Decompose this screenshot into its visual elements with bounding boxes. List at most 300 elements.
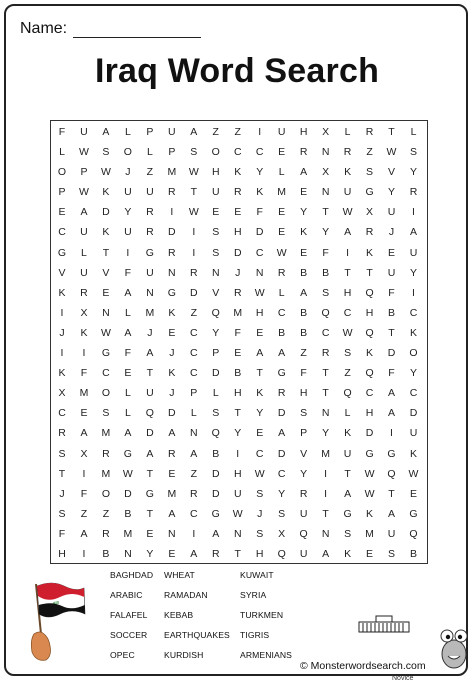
grid-letter[interactable]: E (212, 206, 220, 219)
grid-letter[interactable]: U (387, 266, 396, 279)
grid-letter[interactable]: T (322, 507, 329, 520)
grid-letter[interactable]: N (190, 427, 198, 440)
grid-letter[interactable]: K (256, 186, 264, 199)
grid-letter[interactable]: Y (256, 166, 264, 179)
grid-letter[interactable]: T (388, 487, 395, 500)
grid-letter[interactable]: I (412, 206, 415, 219)
grid-letter[interactable]: E (102, 286, 110, 299)
grid-letter[interactable]: C (102, 367, 110, 380)
grid-letter[interactable]: Q (211, 427, 220, 440)
grid-letter[interactable]: U (211, 186, 220, 199)
grid-letter[interactable]: O (101, 487, 110, 500)
grid-letter[interactable]: M (321, 447, 330, 460)
grid-letter[interactable]: U (80, 226, 88, 239)
grid-letter[interactable]: X (322, 166, 330, 179)
grid-letter[interactable]: N (124, 547, 132, 560)
grid-letter[interactable]: N (211, 266, 220, 279)
grid-letter[interactable]: K (102, 226, 110, 239)
grid-letter[interactable]: C (58, 407, 66, 420)
grid-letter[interactable]: S (212, 407, 220, 420)
grid-letter[interactable]: M (123, 527, 133, 540)
grid-letter[interactable]: K (58, 286, 66, 299)
grid-letter[interactable]: F (234, 326, 241, 339)
grid-letter[interactable]: R (321, 347, 330, 360)
grid-letter[interactable]: R (80, 286, 88, 299)
grid-letter[interactable]: C (409, 306, 418, 319)
grid-letter[interactable]: I (170, 206, 174, 219)
grid-letter[interactable]: K (58, 367, 66, 380)
grid-letter[interactable]: C (255, 246, 264, 259)
grid-letter[interactable]: W (386, 146, 397, 159)
grid-letter[interactable]: M (79, 387, 89, 400)
grid-letter[interactable]: Y (409, 166, 417, 179)
grid-letter[interactable]: R (58, 427, 66, 440)
grid-letter[interactable]: N (168, 266, 176, 279)
grid-letter[interactable]: Q (409, 527, 418, 540)
grid-letter[interactable]: U (343, 447, 352, 460)
grid-letter[interactable]: K (300, 226, 308, 239)
grid-letter[interactable]: U (299, 547, 308, 560)
grid-letter[interactable]: W (364, 487, 375, 500)
grid-letter[interactable]: I (346, 246, 350, 259)
grid-letter[interactable]: X (278, 527, 286, 540)
grid-letter[interactable]: T (344, 467, 351, 480)
grid-letter[interactable]: I (236, 447, 240, 460)
grid-letter[interactable]: X (366, 206, 374, 219)
grid-letter[interactable]: K (344, 547, 352, 560)
grid-letter[interactable]: K (409, 447, 417, 460)
grid-letter[interactable]: J (257, 507, 263, 520)
grid-letter[interactable]: R (343, 146, 352, 159)
grid-letter[interactable]: U (343, 186, 352, 199)
grid-letter[interactable]: O (211, 146, 220, 159)
grid-letter[interactable]: G (409, 507, 418, 520)
grid-letter[interactable]: I (192, 246, 196, 259)
grid-letter[interactable]: T (146, 467, 154, 480)
grid-letter[interactable]: Q (387, 467, 396, 480)
grid-letter[interactable]: G (365, 186, 374, 199)
grid-letter[interactable]: D (168, 407, 176, 420)
grid-letter[interactable]: N (255, 266, 264, 279)
grid-letter[interactable]: J (388, 226, 395, 239)
grid-letter[interactable]: L (344, 407, 351, 420)
grid-letter[interactable]: Y (409, 266, 417, 279)
grid-letter[interactable]: Q (321, 306, 330, 319)
grid-letter[interactable]: R (277, 387, 286, 400)
grid-letter[interactable]: K (409, 326, 417, 339)
grid-letter[interactable]: K (366, 347, 374, 360)
grid-letter[interactable]: Y (300, 206, 308, 219)
grid-letter[interactable]: B (300, 326, 308, 339)
grid-letter[interactable]: U (233, 487, 242, 500)
grid-letter[interactable]: D (102, 206, 110, 219)
grid-letter[interactable]: Y (212, 326, 220, 339)
grid-letter[interactable]: Y (256, 407, 264, 420)
grid-letter[interactable]: F (124, 266, 132, 279)
grid-letter[interactable]: I (258, 126, 262, 138)
grid-letter[interactable]: N (321, 186, 330, 199)
grid-letter[interactable]: W (364, 467, 375, 480)
grid-letter[interactable]: S (278, 507, 286, 520)
grid-letter[interactable]: T (322, 367, 329, 380)
grid-letter[interactable]: A (190, 447, 198, 460)
grid-letter[interactable]: V (58, 266, 66, 279)
grid-letter[interactable]: H (255, 547, 264, 560)
grid-letter[interactable]: U (124, 226, 132, 239)
grid-letter[interactable]: W (188, 166, 199, 179)
grid-letter[interactable]: O (123, 146, 132, 159)
grid-letter[interactable]: E (58, 206, 66, 219)
grid-letter[interactable]: S (212, 246, 220, 259)
grid-letter[interactable]: Q (365, 326, 374, 339)
grid-letter[interactable]: Z (344, 367, 351, 380)
grid-letter[interactable]: J (235, 266, 241, 279)
grid-letter[interactable]: A (102, 126, 110, 138)
grid-letter[interactable]: S (102, 146, 110, 159)
grid-letter[interactable]: U (409, 246, 418, 259)
grid-letter[interactable]: H (365, 407, 374, 420)
grid-letter[interactable]: W (408, 467, 419, 480)
grid-letter[interactable]: A (190, 126, 198, 138)
grid-letter[interactable]: S (256, 527, 264, 540)
grid-letter[interactable]: A (124, 326, 132, 339)
grid-letter[interactable]: F (58, 126, 66, 138)
grid-letter[interactable]: W (100, 166, 111, 179)
grid-letter[interactable]: R (233, 286, 242, 299)
grid-letter[interactable]: A (278, 427, 286, 440)
grid-letter[interactable]: T (102, 246, 110, 259)
grid-letter[interactable]: R (277, 266, 286, 279)
grid-letter[interactable]: Z (102, 507, 110, 520)
grid-letter[interactable]: W (78, 146, 89, 159)
grid-letter[interactable]: M (365, 527, 374, 540)
grid-letter[interactable]: Z (300, 347, 307, 360)
grid-letter[interactable]: U (277, 126, 286, 138)
grid-letter[interactable]: D (387, 347, 396, 360)
grid-letter[interactable]: Y (124, 206, 132, 219)
grid-letter[interactable]: L (278, 286, 285, 299)
grid-letter[interactable]: A (80, 527, 88, 540)
grid-letter[interactable]: H (299, 126, 308, 138)
grid-letter[interactable]: Y (322, 427, 330, 440)
grid-letter[interactable]: Z (190, 467, 197, 480)
grid-letter[interactable]: R (190, 266, 198, 279)
grid-letter[interactable]: A (190, 547, 198, 560)
grid-letter[interactable]: C (58, 226, 66, 239)
grid-letter[interactable]: H (233, 387, 242, 400)
grid-letter[interactable]: C (409, 387, 418, 400)
grid-letter[interactable]: A (146, 447, 154, 460)
grid-letter[interactable]: M (101, 427, 111, 440)
grid-letter[interactable]: U (299, 507, 308, 520)
grid-letter[interactable]: A (388, 407, 396, 420)
grid-letter[interactable]: H (299, 387, 308, 400)
grid-letter[interactable]: E (168, 547, 176, 560)
grid-letter[interactable]: L (410, 126, 417, 138)
grid-letter[interactable]: I (82, 547, 86, 560)
grid-letter[interactable]: A (300, 166, 308, 179)
grid-letter[interactable]: V (388, 166, 396, 179)
grid-letter[interactable]: E (146, 527, 154, 540)
grid-letter[interactable]: D (146, 427, 154, 440)
grid-letter[interactable]: G (277, 367, 286, 380)
grid-letter[interactable]: M (101, 467, 111, 480)
grid-letter[interactable]: I (192, 527, 196, 540)
grid-letter[interactable]: A (124, 286, 132, 299)
grid-letter[interactable]: C (190, 326, 198, 339)
grid-letter[interactable]: G (343, 507, 352, 520)
grid-letter[interactable]: I (82, 467, 86, 480)
grid-letter[interactable]: A (146, 347, 154, 360)
grid-letter[interactable]: I (82, 347, 86, 360)
grid-letter[interactable]: L (124, 126, 131, 138)
grid-letter[interactable]: E (278, 206, 286, 219)
grid-letter[interactable]: W (78, 186, 89, 199)
grid-letter[interactable]: Z (80, 507, 88, 520)
grid-letter[interactable]: Z (190, 306, 197, 319)
grid-letter[interactable]: H (211, 166, 220, 179)
grid-letter[interactable]: A (80, 427, 88, 440)
grid-letter[interactable]: Z (212, 126, 219, 138)
grid-letter[interactable]: N (321, 527, 330, 540)
grid-letter[interactable]: Q (145, 407, 154, 420)
grid-letter[interactable]: W (276, 246, 287, 259)
grid-letter[interactable]: E (256, 326, 264, 339)
grid-letter[interactable]: G (387, 447, 396, 460)
grid-letter[interactable]: G (365, 447, 374, 460)
grid-letter[interactable]: E (168, 326, 176, 339)
grid-letter[interactable]: G (167, 286, 176, 299)
grid-letter[interactable]: U (146, 266, 154, 279)
grid-letter[interactable]: A (278, 347, 286, 360)
grid-letter[interactable]: B (388, 306, 396, 319)
grid-letter[interactable]: C (277, 306, 286, 319)
grid-letter[interactable]: W (254, 467, 265, 480)
grid-letter[interactable]: D (409, 407, 418, 420)
grid-letter[interactable]: I (412, 286, 415, 299)
grid-letter[interactable]: L (59, 146, 65, 159)
grid-letter[interactable]: A (388, 507, 396, 520)
grid-letter[interactable]: T (256, 367, 263, 380)
grid-letter[interactable]: U (80, 126, 88, 138)
grid-letter[interactable]: T (146, 367, 154, 380)
grid-letter[interactable]: H (343, 286, 352, 299)
grid-letter[interactable]: L (124, 407, 131, 420)
grid-letter[interactable]: E (278, 226, 286, 239)
grid-letter[interactable]: D (211, 467, 220, 480)
grid-letter[interactable]: P (146, 126, 154, 138)
grid-letter[interactable]: Y (146, 547, 154, 560)
grid-letter[interactable]: R (365, 226, 374, 239)
grid-letter[interactable]: X (322, 126, 330, 138)
grid-letter[interactable]: E (256, 427, 264, 440)
grid-letter[interactable]: S (58, 447, 66, 460)
grid-letter[interactable]: S (344, 527, 352, 540)
grid-letter[interactable]: E (388, 246, 396, 259)
grid-letter[interactable]: R (190, 487, 198, 500)
grid-letter[interactable]: R (233, 186, 242, 199)
grid-letter[interactable]: Z (146, 166, 154, 179)
grid-letter[interactable]: F (80, 487, 88, 500)
grid-letter[interactable]: C (343, 306, 352, 319)
grid-letter[interactable]: L (81, 246, 87, 259)
grid-letter[interactable]: T (234, 407, 241, 420)
grid-letter[interactable]: S (256, 487, 264, 500)
grid-letter[interactable]: Y (300, 467, 308, 480)
grid-letter[interactable]: F (124, 347, 132, 360)
grid-letter[interactable]: J (169, 387, 175, 400)
grid-letter[interactable]: M (233, 306, 243, 319)
grid-letter[interactable]: T (234, 547, 241, 560)
grid-letter[interactable]: R (168, 447, 176, 460)
grid-letter[interactable]: H (233, 226, 242, 239)
grid-letter[interactable]: P (300, 427, 308, 440)
grid-letter[interactable]: A (344, 487, 352, 500)
grid-letter[interactable]: C (277, 467, 286, 480)
grid-letter[interactable]: U (387, 206, 396, 219)
grid-letter[interactable]: E (278, 146, 286, 159)
grid-letter[interactable]: I (324, 467, 328, 480)
grid-letter[interactable]: F (256, 206, 263, 219)
grid-letter[interactable]: D (277, 407, 286, 420)
grid-letter[interactable]: S (58, 507, 66, 520)
grid-letter[interactable]: E (80, 407, 88, 420)
grid-letter[interactable]: R (365, 126, 374, 138)
grid-letter[interactable]: N (168, 527, 176, 540)
grid-letter[interactable]: F (80, 367, 88, 380)
grid-letter[interactable]: S (300, 407, 308, 420)
grid-letter[interactable]: R (299, 146, 308, 159)
grid-letter[interactable]: S (322, 286, 330, 299)
grid-letter[interactable]: W (122, 467, 133, 480)
grid-letter[interactable]: G (101, 347, 110, 360)
grid-letter[interactable]: J (59, 326, 65, 339)
grid-letter[interactable]: C (233, 146, 242, 159)
grid-letter[interactable]: C (365, 387, 374, 400)
grid-letter[interactable]: G (145, 246, 154, 259)
grid-letter[interactable]: E (234, 347, 242, 360)
grid-letter[interactable]: N (146, 286, 154, 299)
grid-letter[interactable]: L (124, 306, 131, 319)
grid-letter[interactable]: L (278, 166, 285, 179)
grid-letter[interactable]: M (167, 487, 177, 500)
grid-letter[interactable]: D (190, 286, 198, 299)
grid-letter[interactable]: I (192, 226, 196, 239)
grid-letter[interactable]: Q (343, 387, 352, 400)
grid-letter[interactable]: H (365, 306, 374, 319)
grid-letter[interactable]: G (145, 487, 154, 500)
grid-letter[interactable]: F (300, 367, 307, 380)
grid-letter[interactable]: Q (299, 527, 308, 540)
grid-letter[interactable]: C (255, 447, 264, 460)
grid-letter[interactable]: K (80, 326, 88, 339)
grid-letter[interactable]: Q (365, 367, 374, 380)
grid-letter[interactable]: V (300, 447, 308, 460)
grid-letter[interactable]: F (388, 286, 395, 299)
grid-letter[interactable]: O (409, 347, 418, 360)
grid-letter[interactable]: Y (322, 226, 330, 239)
grid-letter[interactable]: R (146, 206, 154, 219)
grid-letter[interactable]: W (188, 206, 199, 219)
grid-letter[interactable]: A (80, 206, 88, 219)
grid-letter[interactable]: D (124, 487, 132, 500)
grid-letter[interactable]: E (300, 246, 308, 259)
grid-letter[interactable]: T (322, 387, 329, 400)
grid-letter[interactable]: U (387, 527, 396, 540)
grid-letter[interactable]: D (277, 447, 286, 460)
grid-letter[interactable]: P (168, 146, 176, 159)
grid-letter[interactable]: M (277, 186, 287, 199)
grid-letter[interactable]: G (123, 447, 132, 460)
grid-letter[interactable]: N (102, 306, 110, 319)
grid-letter[interactable]: H (255, 306, 264, 319)
grid-letter[interactable]: T (366, 266, 373, 279)
grid-letter[interactable]: U (168, 126, 176, 138)
grid-letter[interactable]: B (212, 447, 220, 460)
grid-letter[interactable]: M (167, 166, 177, 179)
grid-letter[interactable]: V (212, 286, 220, 299)
grid-letter[interactable]: P (212, 347, 220, 360)
grid-letter[interactable]: I (126, 246, 130, 259)
grid-letter[interactable]: K (366, 246, 374, 259)
grid-letter[interactable]: Y (278, 487, 286, 500)
grid-letter[interactable]: E (409, 487, 417, 500)
grid-letter[interactable]: A (344, 226, 352, 239)
grid-letter[interactable]: V (102, 266, 110, 279)
grid-letter[interactable]: J (125, 166, 131, 179)
grid-letter[interactable]: L (190, 407, 197, 420)
grid-letter[interactable]: X (58, 387, 66, 400)
grid-letter[interactable]: I (390, 427, 393, 440)
grid-letter[interactable]: I (324, 487, 328, 500)
grid-letter[interactable]: T (388, 326, 395, 339)
grid-letter[interactable]: B (322, 266, 330, 279)
grid-letter[interactable]: N (233, 527, 242, 540)
grid-letter[interactable]: B (278, 326, 286, 339)
grid-letter[interactable]: R (409, 186, 418, 199)
grid-letter[interactable]: G (211, 507, 220, 520)
grid-letter[interactable]: B (102, 547, 110, 560)
grid-letter[interactable]: N (321, 407, 330, 420)
grid-letter[interactable]: U (146, 186, 154, 199)
grid-letter[interactable]: N (321, 146, 330, 159)
grid-letter[interactable]: P (190, 387, 198, 400)
grid-letter[interactable]: A (256, 347, 264, 360)
grid-letter[interactable]: C (190, 347, 198, 360)
grid-letter[interactable]: D (365, 427, 374, 440)
grid-letter[interactable]: K (344, 166, 352, 179)
grid-letter[interactable]: W (232, 507, 243, 520)
grid-letter[interactable]: A (300, 286, 308, 299)
grid-letter[interactable]: K (168, 306, 176, 319)
grid-letter[interactable]: S (212, 226, 220, 239)
grid-letter[interactable]: L (146, 146, 153, 159)
grid-letter[interactable]: K (366, 507, 374, 520)
grid-letter[interactable]: W (100, 326, 111, 339)
grid-letter[interactable]: W (342, 326, 353, 339)
grid-letter[interactable]: Y (388, 186, 396, 199)
grid-letter[interactable]: Q (211, 306, 220, 319)
grid-letter[interactable]: K (256, 387, 264, 400)
grid-letter[interactable]: B (234, 367, 242, 380)
grid-letter[interactable]: A (409, 226, 417, 239)
grid-letter[interactable]: J (59, 487, 65, 500)
grid-letter[interactable]: F (388, 367, 395, 380)
grid-letter[interactable]: J (147, 326, 153, 339)
grid-letter[interactable]: A (168, 507, 176, 520)
grid-letter[interactable]: K (102, 186, 110, 199)
grid-letter[interactable]: S (190, 146, 198, 159)
